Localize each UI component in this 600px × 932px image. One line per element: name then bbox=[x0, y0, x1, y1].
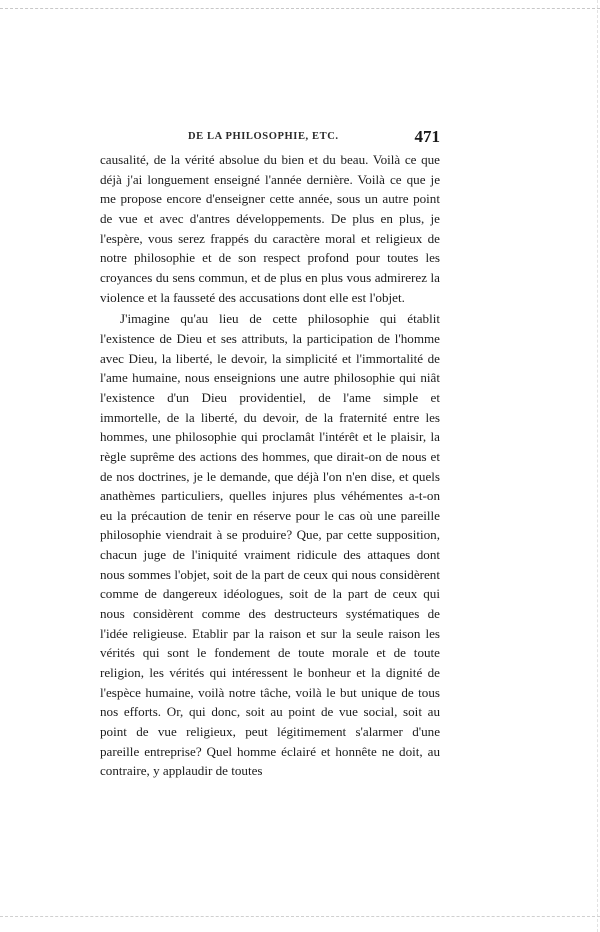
body-text bbox=[100, 150, 440, 781]
page-number: 471 bbox=[414, 127, 440, 146]
scan-border-right bbox=[597, 0, 598, 932]
paragraph: J'imagine qu'au lieu de cette philosophie qui établit l'existence de Dieu et ses attributs, la participation de l'homme avec Dieu, la liberté, le devoir, la simplicité et l'immortalité de l'ame humaine, nous enseignions une autre philosophie qui niât l'existence d'un Dieu providentiel, de l'ame simple et immortelle, de la liberté, du devoir, de la fraternité entre les hommes, une philosophie qui proclamât l'intérêt et le plaisir, la règle suprême des actions des hommes, que dirait-on de nous et de nos doctrines, je le demande, que déjà l'on n'en dise, et quels anathèmes particuliers, quelles injures plus véhémentes a-t-on eu la précaution de tenir en réserve pour le cas où une pareille philosophie viendrait à se produire? Que, par cette supposition, chacun juge de l'iniquité vraiment ridicule des attaques dont nous sommes l'objet, soit de la part de ceux qui nous considèrent comme de dangereux idéologues, soit de la part de ceux qui nous considèrent comme des destructeurs systématiques de l'idée religieuse. Etablir par la raison et sur la seule raison les vérités qui sont le fondement de toute morale et de toute religion, les vérités qui intéressent le bonheur et la dignité de l'espèce humaine, voilà notre tâche, voilà le but unique de tous nos efforts. Or, qui donc, soit au point de vue social, soit au point de vue religieux, peut légitimement s'alarmer d'une pareille entreprise? Quel homme éclairé et honnête ne doit, au contraire, y applaudir de toutes bbox=[100, 311, 440, 779]
paragraph-continued: causalité, de la vérité absolue du bien et du beau. Voilà ce que déjà j'ai longuement enseigné l'année dernière. Voilà ce que je me propose encore d'enseigner cette année, sous un autre point de vue et avec d'antres développements. De plus en plus, je l'espère, vous serez frappés du caractère moral et religieux de notre philosophie et de son respect profond pour toutes les croyances du sens commun, et de plus en plus vous admirerez la violence et la fausseté des accusations dont elle est l'objet. bbox=[100, 152, 440, 305]
scan-border-top bbox=[0, 8, 600, 9]
running-title: DE LA PHILOSOPHIE, ETC. bbox=[188, 131, 339, 142]
page-header bbox=[100, 127, 440, 149]
scan-border-bottom bbox=[0, 916, 600, 917]
